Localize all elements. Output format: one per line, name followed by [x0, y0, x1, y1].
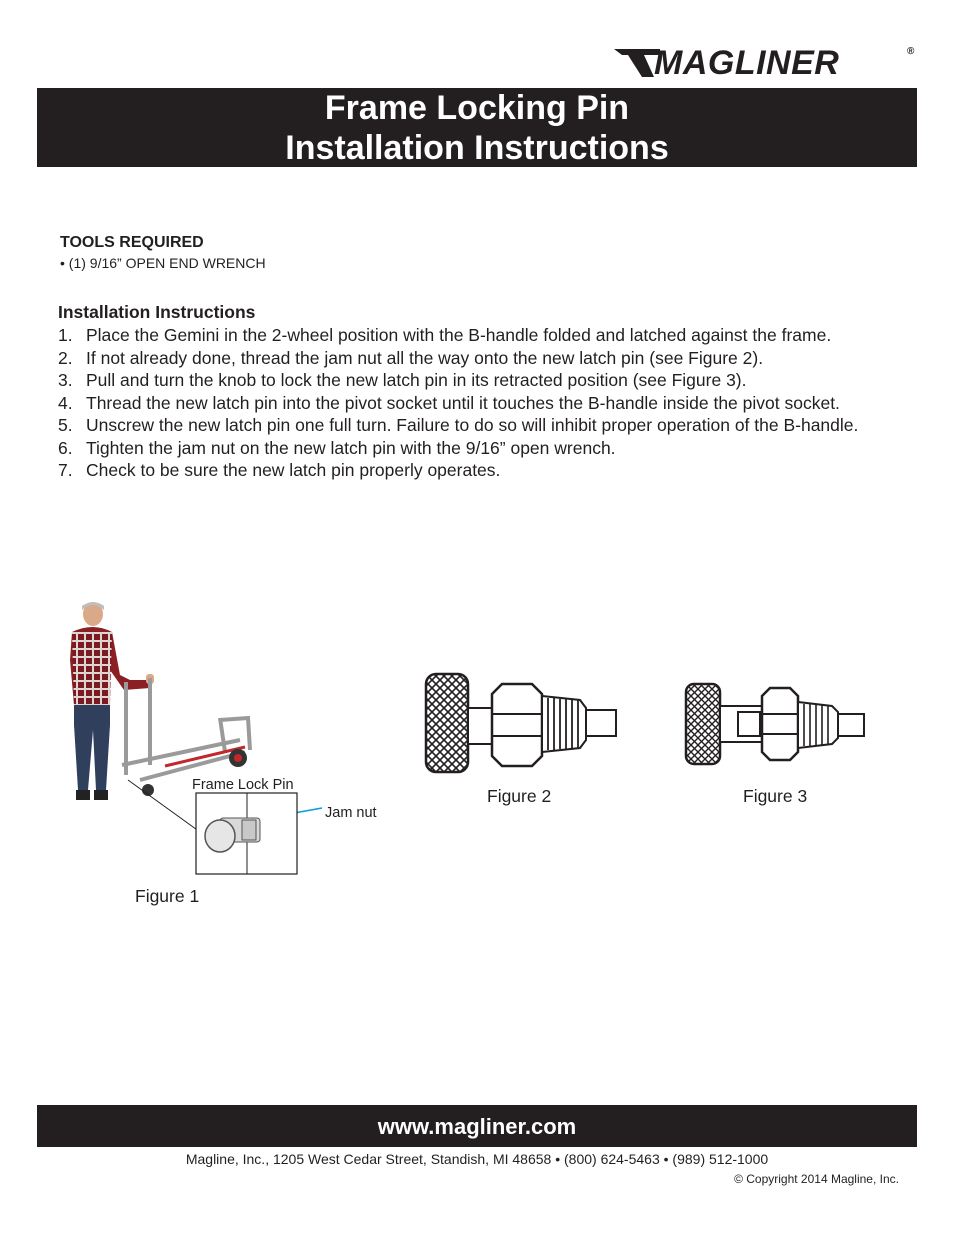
step-number: 6.	[58, 437, 73, 458]
step-text: Tighten the jam nut on the new latch pin with the 9/16” open wrench.	[86, 437, 616, 458]
pin-tip	[838, 714, 864, 736]
step-item	[58, 437, 908, 460]
step-text: Pull and turn the knob to lock the new latch pin in its retracted position (see Figure 3).	[86, 370, 747, 390]
frame-lock-pin-label: Frame Lock Pin	[192, 777, 294, 793]
step-text: Thread the new latch pin into the pivot socket until it touches the B-handle inside the pivot socket.	[86, 392, 840, 413]
person-figure	[70, 602, 154, 800]
knurled-knob	[686, 684, 720, 764]
step-text: Check to be sure the new latch pin properly operates.	[86, 460, 501, 480]
step-item	[58, 392, 908, 415]
step-number: 1.	[58, 325, 73, 345]
knurled-knob	[426, 674, 468, 772]
hex-jam-nut	[492, 684, 542, 766]
website-link[interactable]: www.magliner.com	[377, 1114, 577, 1139]
figure-3-caption: Figure 3	[743, 786, 808, 806]
footer-bar	[37, 1105, 917, 1147]
copyright-notice: © Copyright 2014 Magline, Inc.	[734, 1172, 899, 1186]
company-address: Magline, Inc., 1205 West Cedar Street, Standish, MI 48658 • (800) 624-5463 • (989) 512-1000	[185, 1151, 769, 1167]
title-line-1: Frame Locking Pin	[324, 89, 630, 127]
figure-3-illustration	[684, 682, 868, 768]
step-number: 4.	[58, 392, 73, 413]
registered-mark: ®	[907, 46, 915, 57]
hex-jam-nut	[762, 688, 798, 760]
step-item	[58, 459, 908, 482]
step-number: 2.	[58, 347, 73, 368]
step-text: Place the Gemini in the 2-wheel position with the B-handle folded and latched against the frame.	[86, 325, 832, 345]
instructions-heading: Installation Instructions	[58, 302, 256, 322]
figure-2-illustration	[424, 672, 620, 776]
tools-heading: TOOLS REQUIRED	[60, 234, 204, 251]
figure-1-caption: Figure 1	[135, 886, 200, 906]
pin-tip	[586, 710, 616, 736]
step-number: 7.	[58, 460, 73, 480]
step-text: If not already done, thread the jam nut all the way onto the new latch pin (see Figure 2).	[86, 347, 764, 368]
hand-truck	[122, 678, 250, 780]
step-item	[58, 324, 908, 347]
figure-1-illustration	[60, 600, 320, 880]
step-item	[58, 414, 866, 437]
step-number: 3.	[58, 370, 73, 390]
step-item	[58, 347, 908, 370]
tools-item: • (1) 9/16” OPEN END WRENCH	[60, 255, 266, 271]
callout-line	[128, 780, 200, 832]
brand-name: MAGLINER	[654, 44, 840, 82]
step-text: Unscrew the new latch pin one full turn. Failure to do so will inhibit proper operation of the B-handle.	[86, 415, 859, 435]
title-line-2: Installation Instructions	[285, 129, 669, 167]
jam-nut-label: Jam nut	[325, 805, 377, 821]
step-item	[58, 369, 908, 392]
title-bar	[37, 88, 917, 167]
step-number: 5.	[58, 415, 73, 435]
magliner-logo	[614, 46, 916, 80]
instruction-steps	[58, 324, 908, 482]
figure-2-caption: Figure 2	[487, 786, 552, 806]
